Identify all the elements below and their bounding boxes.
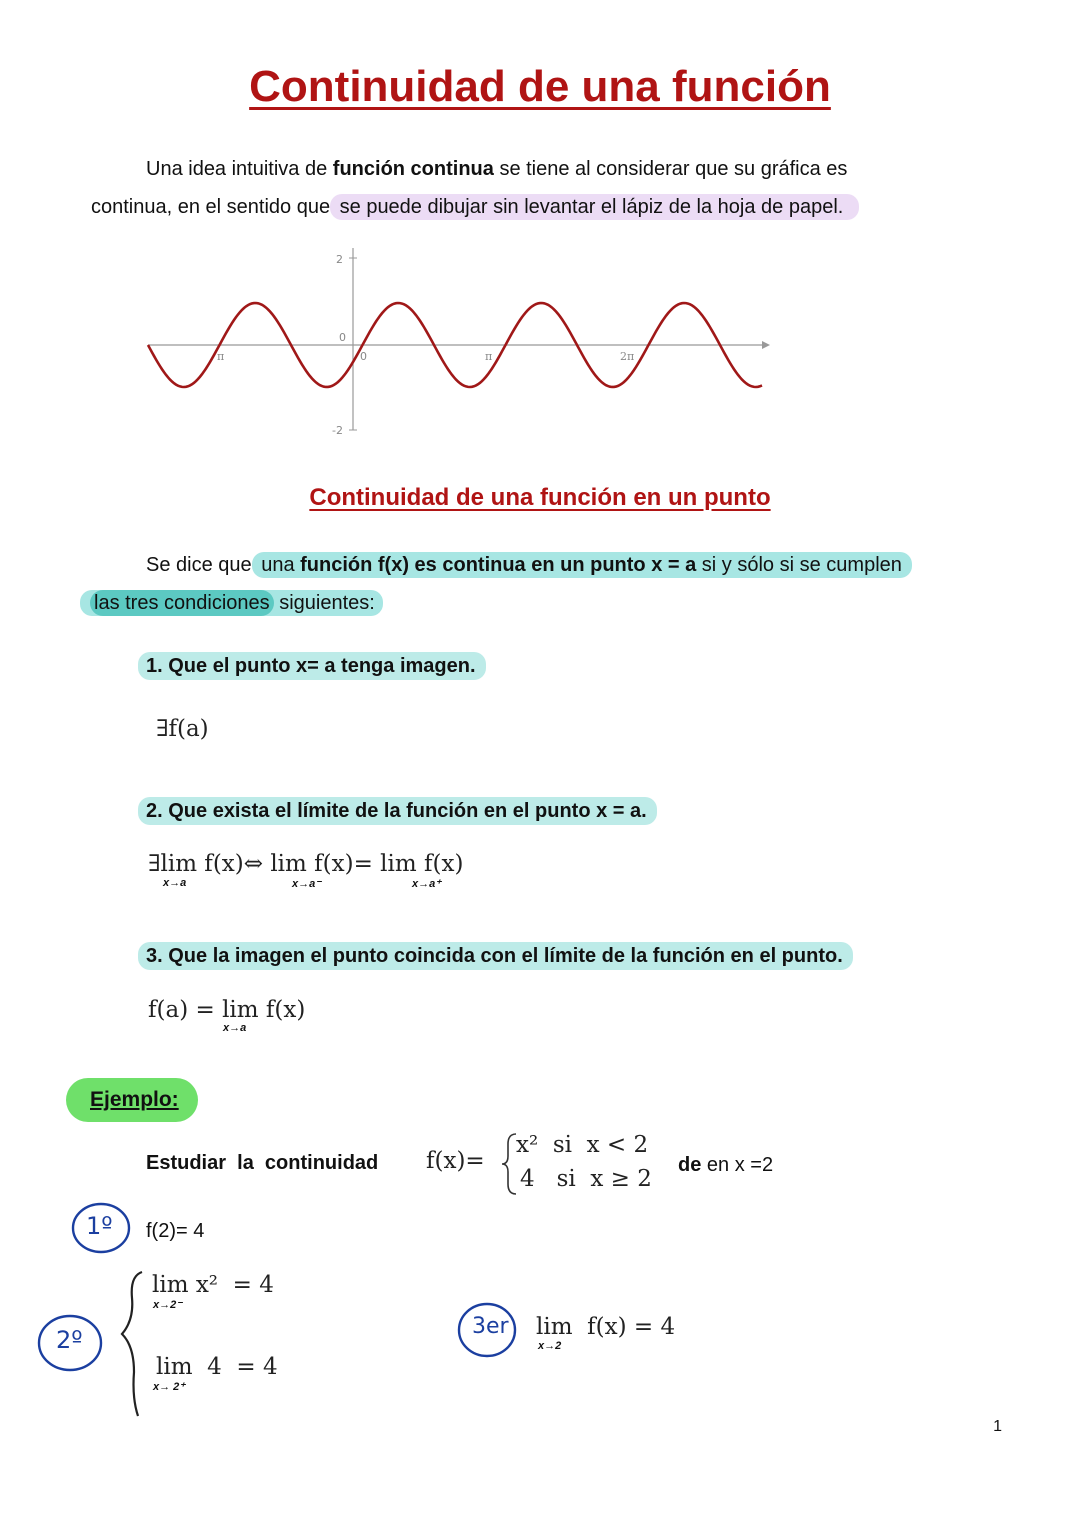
- definition-rest: siguientes:: [273, 592, 375, 614]
- condition-2-sub-3: x→a⁺: [412, 878, 442, 890]
- condition-1: [138, 655, 486, 678]
- example-tail-text: en x =2: [701, 1154, 774, 1176]
- y-tick-label-0: 0: [339, 331, 346, 344]
- page-title-text: Continuidad de una función: [249, 62, 831, 111]
- condition-1-label: 1. Que el punto x= a tenga imagen.: [138, 652, 486, 680]
- x-tick-label-0: 0: [360, 350, 367, 363]
- condition-2: [138, 800, 657, 823]
- step1-mark: 1º: [86, 1212, 113, 1240]
- condition-3: [138, 945, 853, 968]
- intro-text-2: se tiene al considerar que su gráfica es: [493, 158, 848, 180]
- section-subtitle: [0, 484, 1080, 512]
- x-tick-label-pi: π: [485, 350, 493, 363]
- piece-1: x² si x < 2: [516, 1132, 649, 1158]
- lim-final: lim f(x) = 4: [536, 1314, 676, 1340]
- step2-mark: 2º: [56, 1326, 83, 1354]
- example-tail-bold: de: [678, 1154, 702, 1176]
- ejemplo-tag: [66, 1078, 198, 1122]
- lim-right: lim 4 = 4: [156, 1354, 278, 1380]
- page-number: 1: [993, 1418, 1002, 1435]
- x-axis-arrow: [762, 341, 770, 349]
- y-tick-label-neg2: -2: [332, 424, 343, 437]
- condition-3-formula: f(a) = lim f(x): [148, 997, 306, 1023]
- example-statement: Estudiar la continuidad: [146, 1152, 379, 1174]
- intro-highlight: se puede dibujar sin levantar el lápiz de la hoja de papel.: [330, 194, 859, 220]
- definition-line-2: [80, 584, 580, 622]
- step2-brace: [110, 1268, 150, 1420]
- lim-left: lim x² = 4: [152, 1272, 274, 1298]
- condition-3-sub: x→a: [223, 1022, 247, 1034]
- definition-text: Se dice que: [146, 554, 252, 576]
- y-tick-label-2: 2: [336, 253, 343, 266]
- example-tail: [678, 1154, 773, 1177]
- step3-mark: 3er: [472, 1314, 509, 1339]
- x-tick-label-2pi: 2π: [620, 350, 635, 363]
- lim-right-sub: x→ 2⁺: [153, 1381, 186, 1393]
- definition-text-3: si y sólo si se cumplen: [696, 554, 902, 576]
- intro-text: Una idea intuitiva de: [146, 158, 333, 180]
- intro-bold: función continua: [332, 158, 494, 180]
- condition-1-formula: ∃f(a): [156, 716, 209, 742]
- definition-bold: función f(x) es continua en un punto x = a: [300, 554, 697, 576]
- section-subtitle-text: Continuidad de una función en un punto: [309, 484, 771, 511]
- example-function-name: f(x)=: [426, 1148, 485, 1174]
- page-title: [0, 62, 1080, 112]
- x-tick-label-neg-pi: π: [217, 350, 225, 363]
- definition-line-1: [146, 546, 1006, 584]
- condition-2-label: 2. Que exista el límite de la función en el punto x = a.: [138, 797, 657, 825]
- intro-line2-text: continua, en el sentido que: [91, 196, 331, 218]
- piece-2: 4 si x ≥ 2: [520, 1166, 652, 1192]
- definition-text-2: una: [255, 554, 301, 576]
- condition-3-label: 3. Que la imagen el punto coincida con el límite de la función en el punto.: [138, 942, 853, 970]
- lim-final-sub: x→2: [538, 1340, 562, 1352]
- condition-2-sub-2: x→a⁻: [292, 878, 322, 890]
- intro-line-1: [146, 150, 976, 188]
- step1-text: f(2)= 4: [146, 1220, 205, 1242]
- condition-2-formula: ∃lim f(x)⇔ lim f(x)= lim f(x): [148, 851, 464, 877]
- condition-2-sub-1: x→a: [163, 877, 187, 889]
- sine-graph: [140, 240, 780, 440]
- ejemplo-label: Ejemplo:: [90, 1088, 179, 1111]
- intro-line-2: [91, 188, 991, 226]
- lim-left-sub: x→2⁻: [153, 1299, 183, 1311]
- definition-highlight: las tres condiciones: [90, 590, 274, 616]
